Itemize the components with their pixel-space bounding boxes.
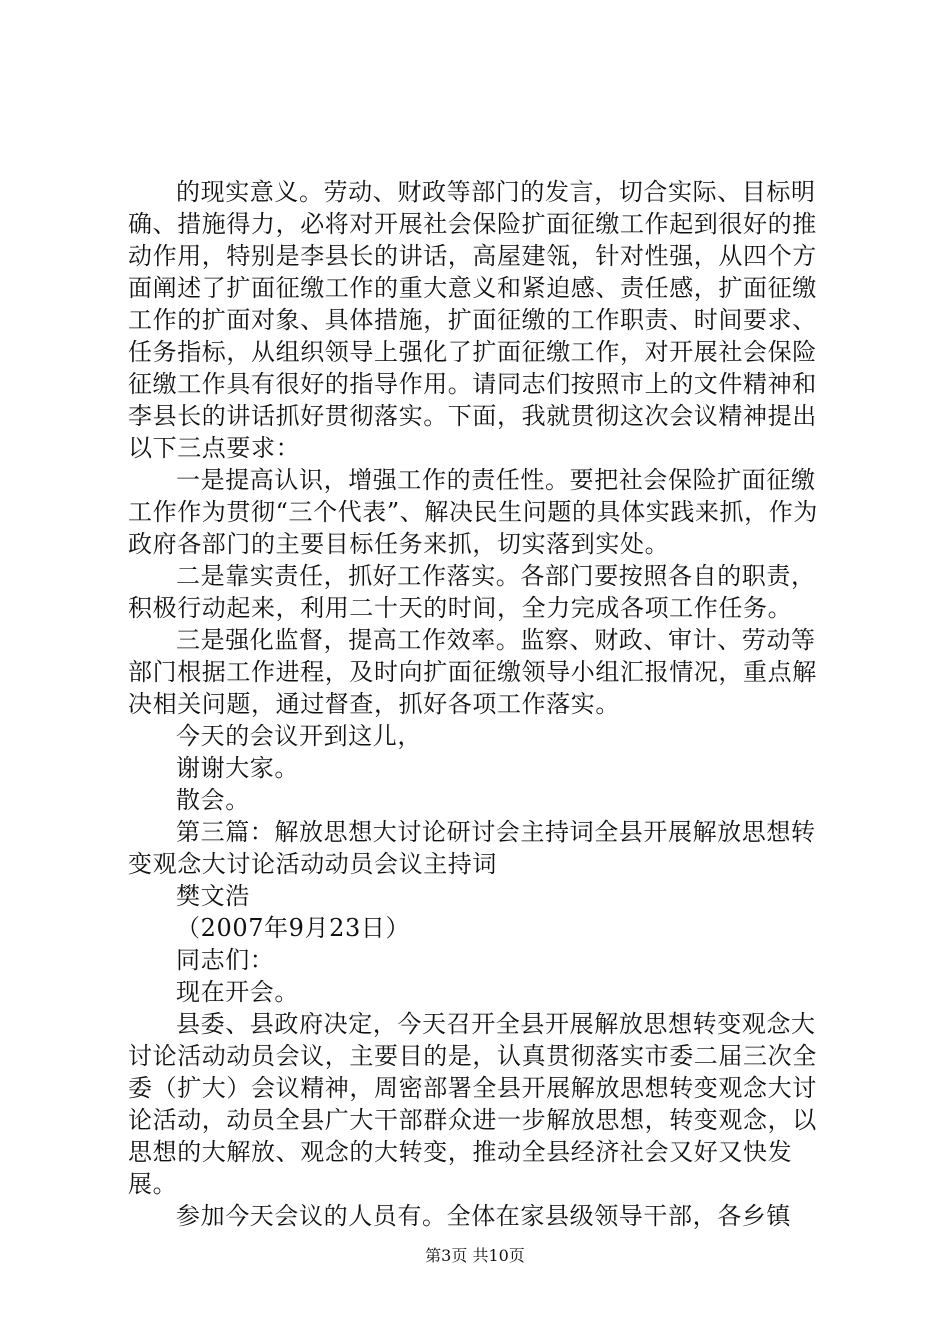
salutation: 同志们： bbox=[176, 946, 275, 974]
paragraph-opening: 现在开会。 bbox=[176, 978, 299, 1006]
paragraph-adjourn: 散会。 bbox=[176, 786, 250, 814]
paragraph-purpose: 县委、县政府决定，今天召开全县开展解放思想转变观念大讨论活动动员会议，主要目的是，认真贯彻落实市委二届三次全委（扩大）会议精神，周密部署全县开展解放思想转变观念大讨论活动，动员全县广大干部群众进一步解放思想，转变观念，以思想的大解放、观念的大转变，推动全县经济社会又好又快发展。 bbox=[128, 1010, 817, 1198]
paragraph-requirement-1: 一是提高认识，增强工作的责任性。要把社会保险扩面征缴工作作为贯彻“三个代表”、解决民生问题的具体实践来抓，作为政府各部门的主要目标任务来抓，切实落到实处。 bbox=[128, 466, 818, 558]
document-body bbox=[128, 176, 828, 1232]
paragraph-attendees: 参加今天会议的人员有。全体在家县级领导干部，各乡镇 bbox=[176, 1202, 791, 1230]
date-line: （2007年9月23日） bbox=[176, 914, 411, 942]
paragraph-thanks: 谢谢大家。 bbox=[176, 754, 299, 782]
author-name: 樊文浩 bbox=[176, 882, 250, 910]
paragraph-requirement-2: 二是靠实责任，抓好工作落实。各部门要按照各自的职责，积极行动起来，利用二十天的时间，全力完成各项工作任务。 bbox=[128, 562, 816, 622]
paragraph-requirement-3: 三是强化监督，提高工作效率。监察、财政、审计、劳动等部门根据工作进程，及时向扩面征缴领导小组汇报情况，重点解决相关问题，通过督查，抓好各项工作落实。 bbox=[128, 626, 817, 718]
paragraph-closing: 今天的会议开到这儿， bbox=[176, 722, 422, 750]
page-footer: 第3页 共10页 bbox=[425, 1246, 525, 1265]
section-heading: 第三篇：解放思想大讨论研讨会主持词全县开展解放思想转变观念大讨论活动动员会议主持词 bbox=[128, 818, 816, 878]
paragraph-continuation: 的现实意义。劳动、财政等部门的发言，切合实际、目标明确、措施得力，必将对开展社会保险扩面征缴工作起到很好的推动作用，特别是李县长的讲话，高屋建瓴，针对性强，从四个方面阐述了扩面征缴工作的重大意义和紧迫感、责任感，扩面征缴工作的扩面对象、具体措施，扩面征缴的工作职责、时间要求、任务指标，从组织领导上强化了扩面征缴工作，对开展社会保险征缴工作具有很好的指导作用。请同志们按照市上的文件精神和李县长的讲话抓好贯彻落实。下面，我就贯彻这次会议精神提出以下三点要求： bbox=[128, 178, 817, 462]
